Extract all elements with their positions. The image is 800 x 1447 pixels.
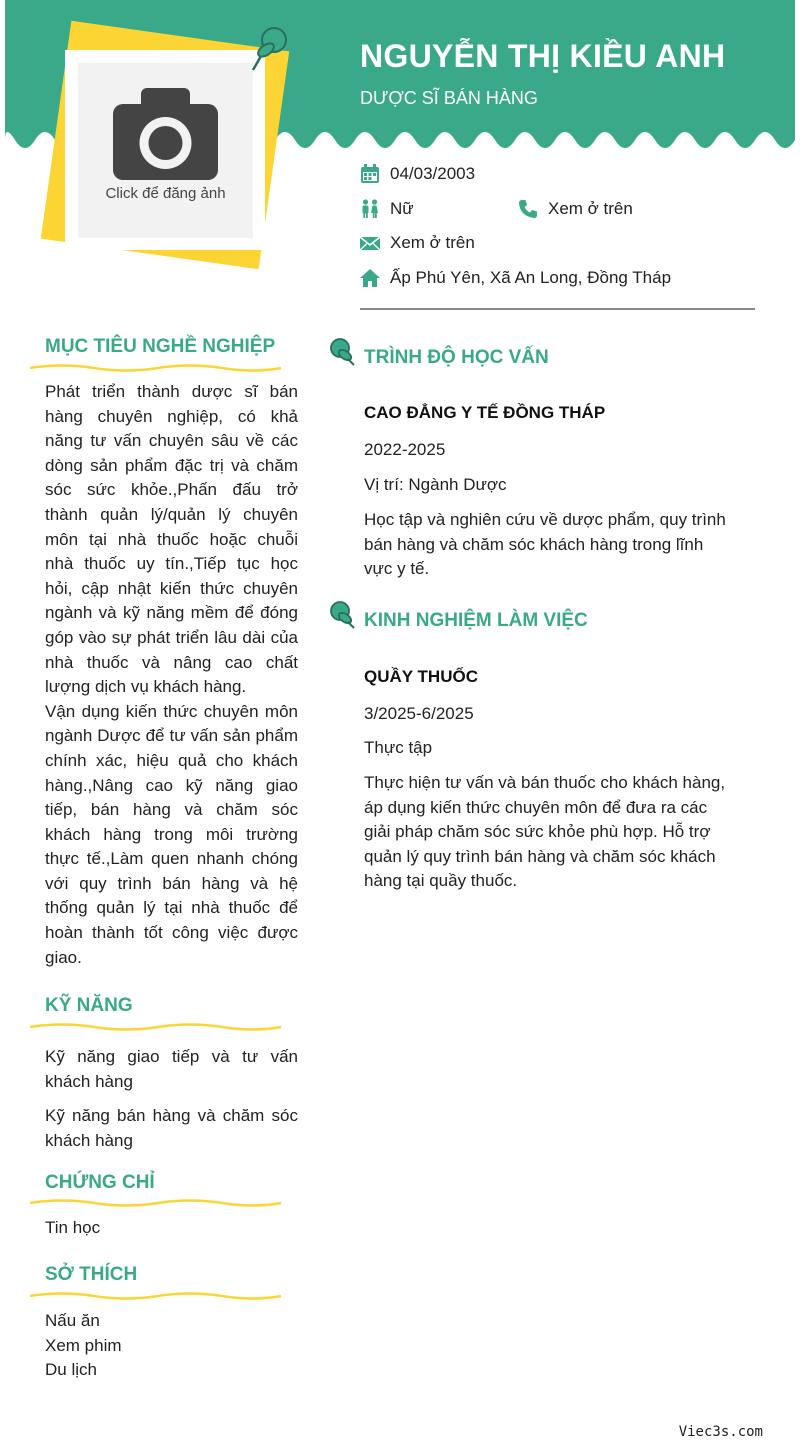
gender-value: Nữ xyxy=(390,199,414,218)
gender-row xyxy=(360,199,414,219)
pushpin-icon xyxy=(328,337,356,367)
job-title: DƯỢC SĨ BÁN HÀNG xyxy=(360,88,538,108)
education-description: Học tập và nghiên cứu về dược phẩm, quy trình bán hàng và chăm sóc khách hàng trong lĩnh vực y tế. xyxy=(364,510,726,579)
hobby-item: Xem phim xyxy=(45,1336,122,1355)
candidate-name: NGUYỄN THỊ KIỀU ANH xyxy=(360,38,726,74)
education-period: 2022-2025 xyxy=(364,440,446,459)
envelope-icon xyxy=(360,233,380,253)
address-value: Ấp Phú Yên, Xã An Long, Đồng Tháp xyxy=(390,268,672,287)
objective-underline xyxy=(28,362,283,374)
phone-row xyxy=(518,199,633,219)
email-value: Xem ở trên xyxy=(390,233,475,252)
education-heading: TRÌNH ĐỘ HỌC VẤN xyxy=(364,347,549,368)
camera-icon xyxy=(113,88,218,180)
birthday-value: 04/03/2003 xyxy=(390,164,476,183)
skill-item: Kỹ năng giao tiếp và tư vấn khách hàng xyxy=(45,1047,298,1091)
experience-period: 3/2025-6/2025 xyxy=(364,704,474,723)
experience-role: Thực tập xyxy=(364,738,433,757)
experience-company: QUẦY THUỐC xyxy=(364,667,478,686)
footer-brand: Viec3s.com xyxy=(678,1424,763,1440)
objective-text xyxy=(45,380,298,970)
phone-value: Xem ở trên xyxy=(548,199,633,218)
education-school: CAO ĐẲNG Y TẾ ĐỒNG THÁP xyxy=(364,403,606,422)
address-row xyxy=(360,268,671,288)
calendar-icon xyxy=(360,164,380,184)
hobby-item: Du lịch xyxy=(45,1360,97,1379)
skills-underline xyxy=(28,1021,283,1033)
certificates-underline xyxy=(28,1197,283,1209)
email-row xyxy=(360,233,475,253)
hobbies-underline xyxy=(28,1290,283,1302)
hobbies-heading: SỞ THÍCH xyxy=(45,1264,138,1285)
photo-upload[interactable] xyxy=(78,63,253,238)
home-icon xyxy=(360,268,380,288)
objective-heading: MỤC TIÊU NGHỀ NGHIỆP xyxy=(45,336,276,357)
skills-heading: KỸ NĂNG xyxy=(45,995,133,1016)
pushpin-icon xyxy=(248,24,290,74)
education-position: Vị trí: Ngành Dược xyxy=(364,475,507,494)
hobby-item: Nấu ăn xyxy=(45,1311,100,1330)
pushpin-icon xyxy=(328,600,356,630)
birthday-row xyxy=(360,164,475,184)
gender-icon xyxy=(360,199,380,219)
skill-item: Kỹ năng bán hàng và chăm sóc khách hàng xyxy=(45,1106,298,1150)
certificate-item: Tin học xyxy=(45,1218,101,1237)
header-divider xyxy=(360,308,755,310)
phone-icon xyxy=(518,199,538,219)
objective-paragraph: Phát triển thành dược sĩ bán hàng chuyên nghiệp, có khả năng tư vấn chuyên sâu về các dòng sản phẩm đặc trị và chăm sóc sức khỏe.,Phấn đấu trở thành quản lý/quản lý chuyên môn tại nhà thuốc hoặc chuỗi nhà thuốc uy tín.,Tiếp tục học hỏi, cập nhật kiến thức chuyên ngành và kỹ năng mềm để đóng góp vào sự phát triển lâu dài của nhà thuốc và nâng cao chất lượng dịch vụ khách hàng. xyxy=(45,382,298,697)
experience-description: Thực hiện tư vấn và bán thuốc cho khách hàng, áp dụng kiến thức chuyên môn để đưa ra các giải pháp chăm sóc sức khỏe phù hợp. Hỗ trợ quản lý quy trình bán hàng và chăm sóc khách hàng tại quầy thuốc. xyxy=(364,773,726,891)
objective-paragraph: Vận dụng kiến thức chuyên môn ngành Dược để tư vấn sản phẩm chính xác, hiệu quả cho khách hàng.,Nâng cao kỹ năng giao tiếp, bán hàng và chăm sóc khách hàng trong môi trường thực tế.,Làm quen nhanh chóng với quy trình bán hàng và hệ thống quản lý tại nhà thuốc để hoàn thành tốt công việc được giao. xyxy=(45,701,298,967)
photo-caption: Click để đăng ảnh xyxy=(105,185,226,202)
certificates-heading: CHỨNG CHỈ xyxy=(45,1172,155,1193)
experience-heading: KINH NGHIỆM LÀM VIỆC xyxy=(364,610,588,631)
